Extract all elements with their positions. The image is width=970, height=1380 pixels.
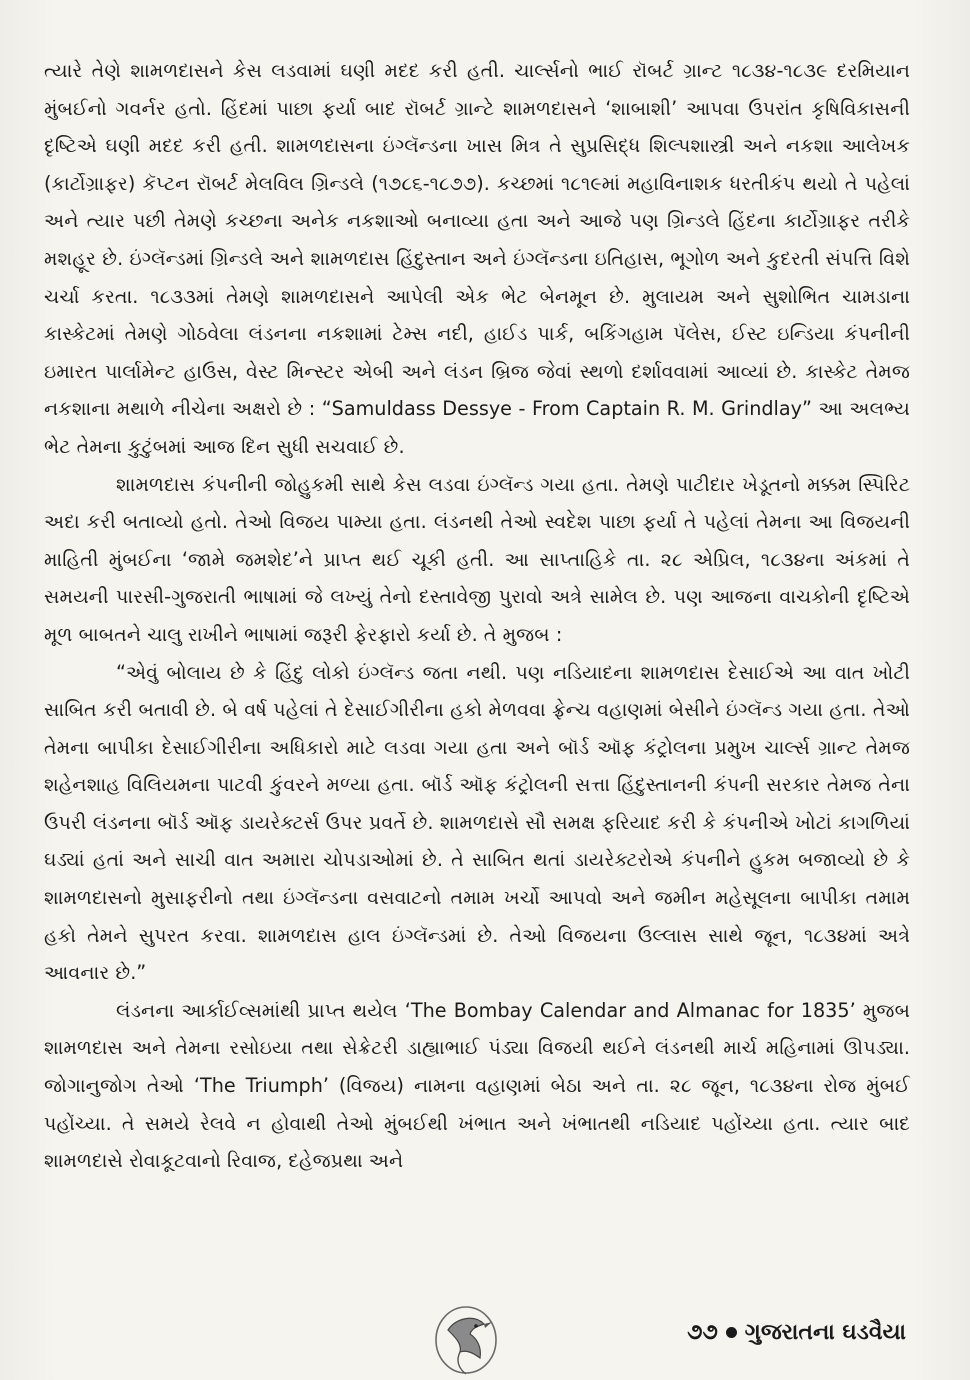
book-title: ગુજરાતના ઘડવૈયા [744, 1320, 906, 1345]
bird-emblem-icon [426, 1300, 510, 1380]
paragraph-3-quote: “એવું બોલાય છે કે હિંદુ લોકો ઇંગ્લૅન્ડ જતા નથી. પણ નડિયાદના શામળદાસ દેસાઈએ આ વાત ખોટી સાબિત કરી બતાવી છે. બે વર્ષ પહેલાં તે દેસાઈગીરીના હકો મેળવવા ફ્રેન્ચ વહાણમાં બેસીને ઇંગ્લૅન્ડ ગયા હતા. તેઓ તેમના બાપીકા દેસાઈગીરીના અધિકારો માટે લડવા ગયા હતા અને બૉર્ડ ઑફ કંટ્રોલના પ્રમુખ ચાર્લ્સ ગ્રાન્ટ તેમજ શહેનશાહ વિલિયમના પાટવી કુંવરને મળ્યા હતા. બૉર્ડ ઑફ કંટ્રોલની સત્તા હિંદુસ્તાનની કંપની સરકાર તેમજ તેના ઉપરી લંડનના બૉર્ડ ઑફ ડાયરેક્ટર્સ ઉપર પ્રવર્તે છે. શામળદાસે સૌ સમક્ષ ફરિયાદ કરી કે કંપનીએ ખોટાં કાગળિયાં ઘડ્યાં હતાં અને સાચી વાત અમારા ચોપડાઓમાં છે. તે સાબિત થતાં ડાયરેક્ટરોએ કંપનીને હુકમ બજાવ્યો છે કે શામળદાસનો મુસાફરીનો તથા ઇંગ્લૅન્ડના વસવાટનો તમામ ખર્ચો આપવો અને જમીન મહેસૂલના બાપીકા તમામ હકો તેમને સુપરત કરવા. શામળદાસ હાલ ઇંગ્લૅન્ડમાં છે. તેઓ વિજયના ઉલ્લાસ સાથે જૂન, ૧૮૩૪માં અત્રે આવનાર છે.” [44, 660, 910, 985]
page-folio [687, 1320, 906, 1345]
body-text [44, 52, 910, 1180]
paragraph-2: શામળદાસ કંપનીની જોહુકમી સાથે કેસ લડવા ઇંગ્લૅન્ડ ગયા હતા. તેમણે પાટીદાર ખેડૂતનો મક્કમ સ્પિરિટ અદા કરી બતાવ્યો હતો. તેઓ વિજય પામ્યા હતા. લંડનથી તેઓ સ્વદેશ પાછા ફર્યા તે પહેલાં તેમના આ વિજયની માહિતી મુંબઈના ‘જામે જમશેદ’ને પ્રાપ્ત થઈ ચૂકી હતી. આ સાપ્તાહિકે તા. ૨૮ એપ્રિલ, ૧૮૩૪ના અંકમાં તે સમયની પારસી-ગુજરાતી ભાષામાં જે લખ્યું તેનો દસ્તાવેજી પુરાવો અત્રે સામેલ છે. પણ આજના વાચકોની દૃષ્ટિએ મૂળ બાબતને ચાલુ રાખીને ભાષામાં જરૂરી ફેરફારો કર્યા છે. તે મુજબ : [44, 472, 910, 646]
page-footer [0, 1300, 970, 1380]
paragraph-4: લંડનના આર્કાઈવ્સમાંથી પ્રાપ્ત થયેલ ‘The Bombay Calendar and Almanac for 1835’ મુજબ શામળદાસ અને તેમના રસોઇયા તથા સેક્રેટરી ડાહ્યાભાઈ પંડ્યા વિજયી થઈને લંડનથી માર્ચ મહિનામાં ઊપડ્યા. જોગાનુજોગ તેઓ ‘The Triumph’ (વિજય) નામના વહાણમાં બેઠા અને તા. ૨૮ જૂન, ૧૮૩૪ના રોજ મુંબઈ પહોંચ્યા. તે સમયે રેલવે ન હોવાથી તેઓ મુંબઈથી ખંભાત અને ખંભાતથી નડિયાદ પહોંચ્યા હતા. ત્યાર બાદ શામળદાસે રોવાકૂટવાનો રિવાજ, દહેજપ્રથા અને [44, 998, 910, 1173]
bullet-separator-icon [726, 1327, 737, 1338]
paragraph-1: ત્યારે તેણે શામળદાસને કેસ લડવામાં ઘણી મદદ કરી હતી. ચાર્લ્સનો ભાઈ રૉબર્ટ ગ્રાન્ટ ૧૮૩૪-૧૮૩૯ દરમિયાન મુંબઈનો ગવર્નર હતો. હિંદમાં પાછા ફર્યા બાદ રૉબર્ટ ગ્રાન્ટે શામળદાસને ‘શાબાશી’ આપવા ઉપરાંત કૃષિવિકાસની દૃષ્ટિએ ઘણી મદદ કરી હતી. શામળદાસના ઇંગ્લૅન્ડના ખાસ મિત્ર તે સુપ્રસિદ્ધ શિલ્પશાસ્ત્રી અને નકશા આલેખક (કાર્ટોગ્રાફર) કૅપ્ટન રૉબર્ટ મેલવિલ ગ્રિન્ડલે (૧૭૮૬-૧૮૭૭). કચ્છમાં ૧૮૧૯માં મહાવિનાશક ધરતીકંપ થયો તે પહેલાં અને ત્યાર પછી તેમણે કચ્છના અનેક નકશાઓ બનાવ્યા હતા અને આજે પણ ગ્રિન્ડલે હિંદના કાર્ટોગ્રાફર તરીકે મશહૂર છે. ઇંગ્લૅન્ડમાં ગ્રિન્ડલે અને શામળદાસ હિંદુસ્તાન અને ઇંગ્લૅન્ડના ઇતિહાસ, ભૂગોળ અને કુદરતી સંપત્તિ વિશે ચર્ચા કરતા. ૧૮૩૩માં તેમણે શામળદાસને આપેલી એક ભેટ બેનમૂન છે. મુલાયમ અને સુશોભિત ચામડાના કાસ્કેટમાં તેમણે ગોઠવેલા લંડનના નકશામાં ટેમ્સ નદી, હાઈડ પાર્ક, બકિંગહામ પૅલેસ, ઈસ્ટ ઇન્ડિયા કંપનીની ઇમારત પાર્લામેન્ટ હાઉસ, વેસ્ટ મિન્સ્ટર એબી અને લંડન બ્રિજ જેવાં સ્થળો દર્શાવવામાં આવ્યાં છે. કાસ્કેટ તેમજ નકશાના મથાળે નીચેના અક્ષરો છે : “Samuldass Dessye - From Captain R. M. Grindlay” આ અલભ્ય ભેટ તેમના કુટુંબમાં આજ દિન સુધી સચવાઈ છે. [44, 59, 910, 458]
page-number: ૭૭ [687, 1320, 718, 1345]
